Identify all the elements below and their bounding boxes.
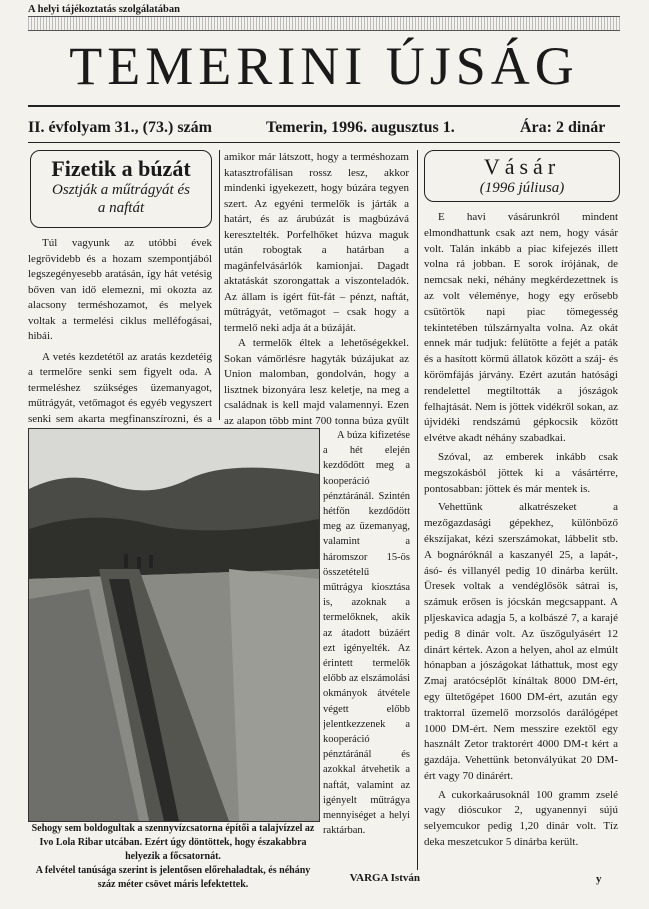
trench-photo-illustration xyxy=(29,429,319,821)
article1-subtitle: Osztják a műtrágyát és a naftát xyxy=(52,182,190,216)
article2-paragraph: Vehettünk alkatrészeket a mezőgazdasági gépekhez, különböző ékszíjakat, kézi szerszámokat, lábbelit stb. A bognáróknál a kaszanyél 25, a lapát-, ásó- és villanyél pedig 10 dinárba került. Üresek voltak a vendéglősök sátrai is, számuk erősen is jócskán megcsappant. A pljeskavica adagja 5, a kolbászé 7, a karajé pedig 8 dinár volt. Az üszőgulyásért 12 dinárt kértek. Azon a helyen, ahol az elmúlt hónapban a jószágokat láthattuk, most egy Zmaj aratócséplőt kínáltak 8000 DM-ért, egy ültetőgépet 1600 DM-ért, azután egy traktorral üzemelő morzsolós darálógépet 1000 DM-ért. Nem messzire ezektől egy használt Zetor traktorért 4000 DM-t kért a gazdája. Vehettünk betonvályúkat 20 DM-ért vagy 70 dinárért. xyxy=(424,501,618,782)
masthead-title: TEMERINI ÚJSÁG xyxy=(69,36,579,96)
article1-title-box xyxy=(30,150,212,228)
article1-column2-narrow xyxy=(323,428,410,868)
article2-paragraph: A cukorkaárusoknál 100 gramm zselé vagy dióscukor 2, ugyanennyi sújú selyemcukor pedig 1,20 dinár volt. Tíz deka meszetcukor 5 dinárba került. xyxy=(424,788,618,849)
article2-subtitle: (1996 júliusa) xyxy=(479,180,565,196)
article1-column1 xyxy=(28,236,212,443)
article1-signature: VARGA István xyxy=(349,872,420,884)
place-date: Temerin, 1996. augusztus 1. xyxy=(266,119,455,136)
article1-paragraph: A búza kifizetése a hét elején kezdődött meg a kooperáció pénztáránál. Szintén hétfőn kezdődött meg az üzemanyag, valamint a háromszor 15-ös összetételű műtrágya kiosztása is, azoknak a termelőknek, akik az átadott búzáért ezt igényelték. Az érintett termelők előbb az elszámolási okmányok átvétele végett előbb jelentkezzenek a kooperáció pénztáránál és azokkal átvehetik a naftát, valamint az igényelt műtrágya mennyiséget a helyi raktárban. xyxy=(323,430,410,837)
article1-title: Fizetik a búzát xyxy=(51,156,191,181)
masthead-rule xyxy=(28,105,620,107)
article2-title: Vásár xyxy=(483,154,561,179)
article1-paragraph: Túl vagyunk az utóbbi évek legrövidebb és a hozam szempontjából legszegényesebb aratásán, így hát vetésig bőven van idő elemezni, mi okozta az alacsony terméshozamot, és melyek voltak a termelési ciklus melléfogásai, hibái. xyxy=(28,237,212,342)
price: Ára: 2 dinár xyxy=(520,119,606,136)
column-divider xyxy=(417,150,418,870)
news-photo xyxy=(28,428,320,822)
article1-paragraph: amikor már látszott, hogy a terméshozam katasztrofálisan rossz lesz, akkor mindenki igyekezett, hogy búzára tegyen szert. Az egyéni termelők is járták a határt, és az árubúzát is magbúzává keresztelték. Porfelhőket húzva maguk után robogtak a határban a magánfelvásárlók kamionjai. Dagadt aktatáskát szorongattak a viszonteladók. Az állam is ígért fűt-fát – pénzt, naftát, műtrágyát, vetőmagot – csak hogy a termelő neki adja át a búzáját. xyxy=(224,151,409,334)
article1-paragraph: A termelők éltek a lehetőségekkel. Sokan vámőrlésre hagyták búzájukat az Union malomban, gondolván, hogy a lisztnek bizonyára lesz keletje, na meg a családnak is kell majd valamennyi. Ezen az alapon több mint 700 tonna búza gyűlt xyxy=(224,337,409,425)
photo-caption-line2: A felvétel tanúsága szerint is jelentősen előrehaladtak, és néhány száz méter csövet máris lefektettek. xyxy=(35,865,311,890)
article2-title-box xyxy=(424,150,620,202)
decorative-band xyxy=(28,16,620,31)
article1-paragraph: A vetés kezdetétől az aratás kezdetéig a termelőre senki sem figyelt oda. A termeléshez szükséges üzemanyagot, műtrágyát, vetőmagot és egyéb vegyszert senki sem akarta megfinanszírozni, és a xyxy=(28,350,212,425)
article2-paragraph: Szóval, az emberek inkább csak megszokásból jöttek ki a vásártérre, pontosabban: jöttek és már mentek is. xyxy=(424,450,618,495)
tagline: A helyi tájékoztatás szolgálatában xyxy=(28,4,180,15)
photo-caption-line1: Sehogy sem boldogultak a szennyvízcsatorna építői a talajvízzel az Ivo Lola Ribar utcában. Ezért úgy döntöttek, hogy északabbra helyezik a főcsatornát. xyxy=(31,823,315,862)
photo-caption xyxy=(28,822,318,892)
issue-number: II. évfolyam 31., (73.) szám xyxy=(28,119,212,136)
header-bottom-rule xyxy=(28,142,620,143)
column-divider xyxy=(219,150,220,420)
end-mark: y xyxy=(596,873,602,885)
article1-column2 xyxy=(224,150,409,425)
article2-paragraph: E havi vásárunkról mindent elmondhattunk csak azt nem, hogy vásár volt. Talán inkább a piac kifejezés illett volna rá jobban. E sorok írójának, de nemcsak neki, néhány megkérdezettnek is az volt véleménye, hogy egy erősebb csütörtök napi piac tömegesség tekintetében túlszárnyalta volna. Az okát ennek már tudjuk: felütötte a fejét a paták és a hasított körmű állatok között a száj- és körömfájás járvány. Ezért azután hatósági rendelettel megtiltották a jószágok felhajtását. Nem is jöttek vidékről sokan, az újvidéki rendszámú gépkocsik között elvétve akadt néhány szabadkai. xyxy=(424,211,618,445)
article2-body xyxy=(424,210,618,860)
